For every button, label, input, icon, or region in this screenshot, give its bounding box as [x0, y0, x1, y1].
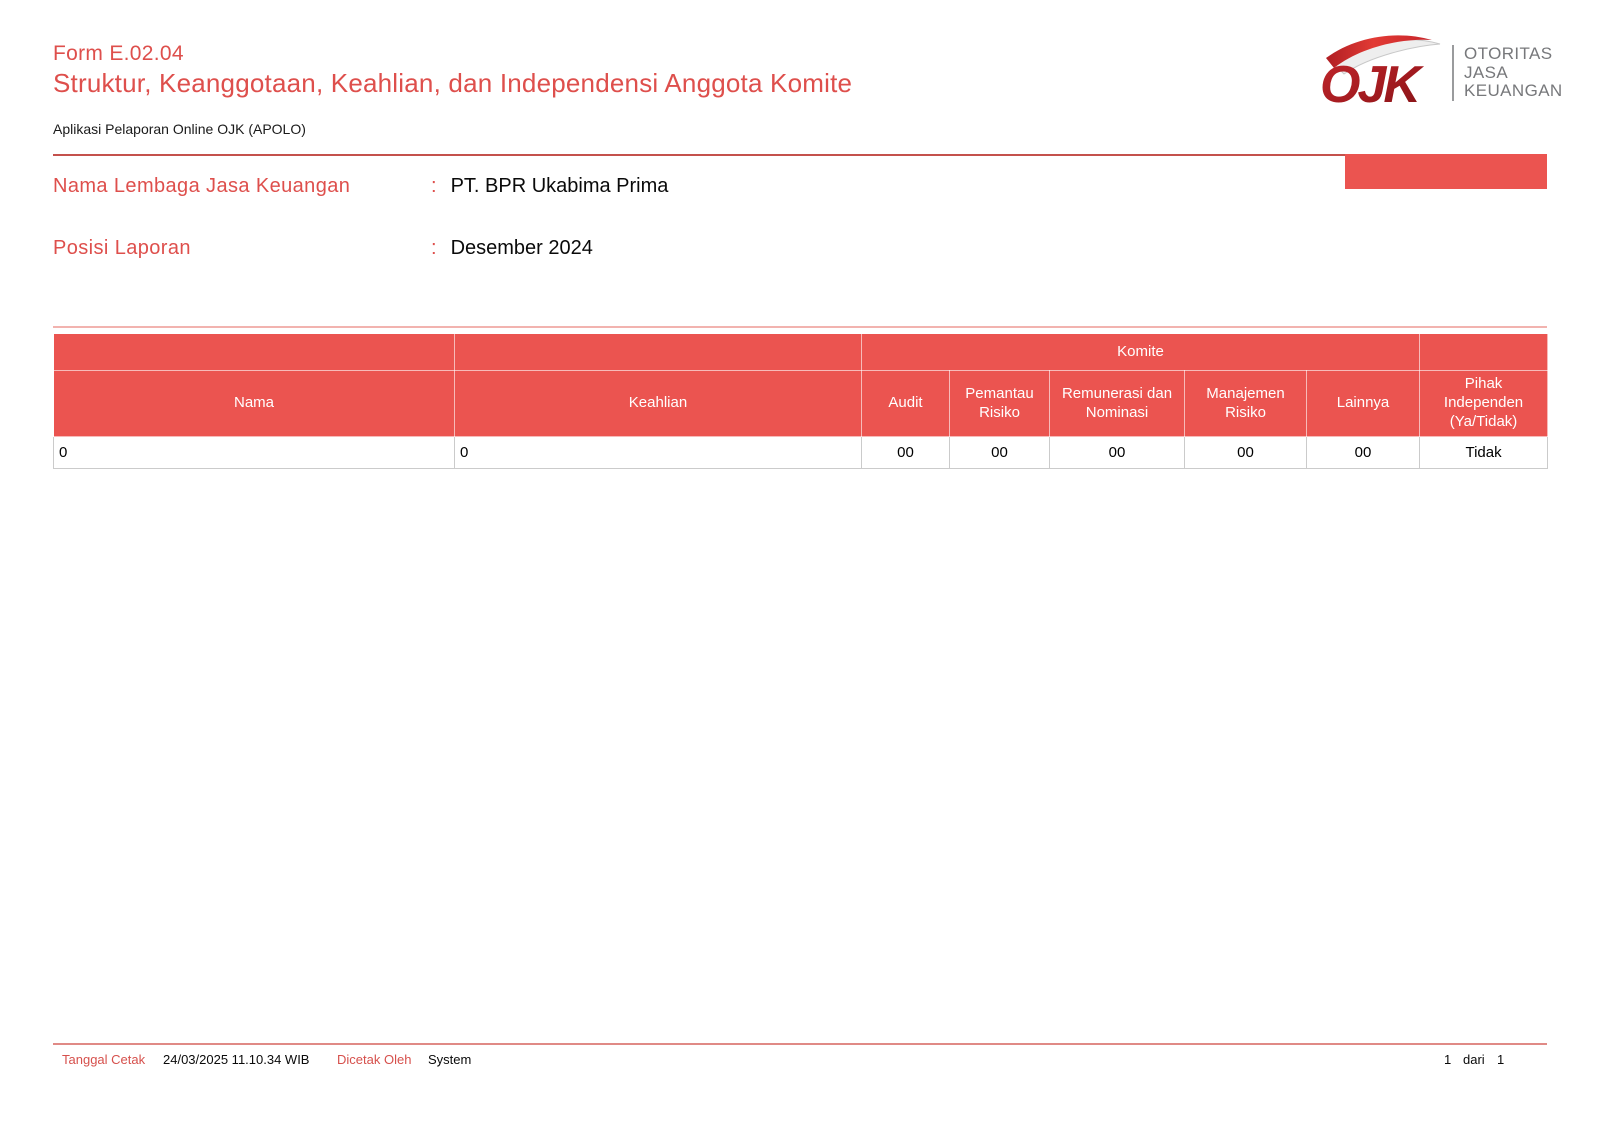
table-row	[54, 437, 1548, 469]
institution-label: Nama Lembaga Jasa Keuangan	[53, 175, 351, 197]
institution-row	[53, 175, 668, 198]
group-header-komite: Komite	[862, 334, 1420, 371]
print-date-value: 24/03/2025 11.10.34 WIB	[163, 1052, 310, 1067]
col-header-remunerasi-nominasi: Remunerasi dan Nominasi	[1050, 371, 1185, 437]
ojk-logo-icon	[1318, 28, 1446, 112]
table-column-header-row	[54, 371, 1548, 437]
col-header-audit: Audit	[862, 371, 950, 437]
report-period-value: Desember 2024	[450, 237, 593, 259]
cell-lainnya: 00	[1307, 437, 1420, 469]
table-group-header-row	[54, 334, 1548, 371]
col-header-keahlian: Keahlian	[455, 371, 862, 437]
colon-separator: :	[431, 175, 437, 197]
header-accent-block	[1345, 154, 1547, 189]
header-spacer-pihak-independen	[1420, 334, 1548, 371]
committee-table	[53, 333, 1548, 469]
header-rule-line	[53, 154, 1345, 156]
app-name: Aplikasi Pelaporan Online OJK (APOLO)	[53, 121, 306, 137]
logo-org-name	[1464, 45, 1563, 101]
cell-pemantau-risiko: 00	[950, 437, 1050, 469]
header-spacer-nama	[54, 334, 455, 371]
page-number-total: 1	[1497, 1052, 1505, 1067]
table-top-rule	[53, 326, 1547, 328]
page-title: Struktur, Keanggotaan, Keahlian, dan Independensi Anggota Komite	[53, 68, 853, 98]
logo-org-line: OTORITAS	[1464, 43, 1553, 63]
printed-by-label: Dicetak Oleh	[337, 1052, 412, 1067]
report-period-row	[53, 237, 593, 260]
ojk-logo	[1318, 28, 1563, 112]
print-date-label: Tanggal Cetak	[62, 1052, 146, 1067]
footer-rule-line	[53, 1043, 1547, 1045]
col-header-pihak-independen: Pihak Independen (Ya/Tidak)	[1420, 371, 1548, 437]
colon-separator: :	[431, 237, 437, 259]
cell-nama: 0	[54, 437, 455, 469]
col-header-lainnya: Lainnya	[1307, 371, 1420, 437]
cell-audit: 00	[862, 437, 950, 469]
cell-pihak-independen: Tidak	[1420, 437, 1548, 469]
logo-divider	[1452, 45, 1454, 101]
header-spacer-keahlian	[455, 334, 862, 371]
printed-by-value: System	[428, 1052, 472, 1067]
cell-manajemen-risiko: 00	[1185, 437, 1307, 469]
form-number: Form E.02.04	[53, 42, 184, 65]
col-header-pemantau-risiko: Pemantau Risiko	[950, 371, 1050, 437]
col-header-nama: Nama	[54, 371, 455, 437]
logo-org-line: JASA	[1464, 62, 1509, 82]
col-header-manajemen-risiko: Manajemen Risiko	[1185, 371, 1307, 437]
svg-text:OJK: OJK	[1320, 56, 1418, 112]
cell-remunerasi-nominasi: 00	[1050, 437, 1185, 469]
cell-keahlian: 0	[455, 437, 862, 469]
report-period-label: Posisi Laporan	[53, 237, 191, 259]
page-number-separator: dari	[1463, 1052, 1485, 1067]
institution-value: PT. BPR Ukabima Prima	[450, 175, 669, 197]
page-number-current: 1	[1444, 1052, 1452, 1067]
logo-org-line: KEUANGAN	[1464, 81, 1563, 101]
